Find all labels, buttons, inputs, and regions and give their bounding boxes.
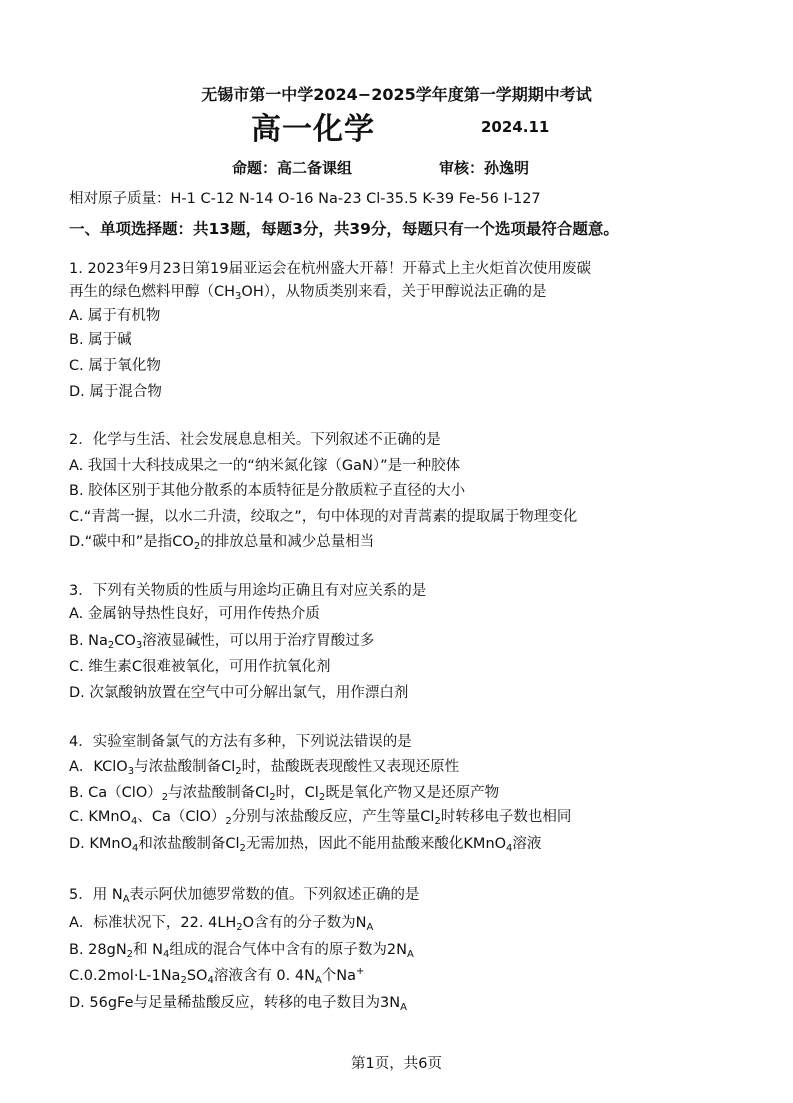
question-3-option-a: A. 金属钠导热性良好，可用作传热介质 — [69, 606, 320, 622]
question-2-stem: 2．化学与生活、社会发展息息相关。下列叙述不正确的是 — [69, 432, 441, 448]
question-4-option-c: C. KMnO$_4$、$Ca(ClO)_2$分别与浓盐酸反应，产生等量$Cl_2$时转移电子数也相同 — [69, 809, 572, 827]
question-1-option-a: A. 属于有机物 — [69, 308, 161, 324]
question-2-option-b: B. 胶体区别于其他分散系的本质特征是分散质粒子直径的大小 — [69, 483, 466, 499]
question-1-option-c: C. 属于氧化物 — [69, 358, 161, 374]
question-1-option-b: B. 属于碱 — [69, 332, 132, 348]
question-1-stem-line-2: 再生的绿色燃料甲醇$(CH_3OH)$，从物质类别来看，关于甲醇说法正确的是 — [69, 284, 547, 302]
question-2-option-d: D.“碳中和”是指$CO_2$的排放总量和减少总量相当 — [69, 534, 375, 552]
question-4-stem: 4．实验室制备氯气的方法有多种，下列说法错误的是 — [69, 734, 412, 750]
exam-school-title: 无锡市第一中学2024−2025学年度第一学期期中考试 — [201, 85, 592, 104]
page-footer: 第1页，共6页 — [351, 1056, 442, 1072]
question-3-option-c: C. 维生素C很难被氧化，可用作抗氧化剂 — [69, 659, 331, 675]
question-2-option-c: C.“青蒿一握，以水二升渍，绞取之”，句中体现的对青蒿素的提取属于物理变化 — [69, 509, 578, 525]
question-5-option-d: D. 56gFe与足量稀盐酸反应，转移的电子数目为$3N_A$ — [69, 995, 407, 1013]
question-3-option-b: B. $Na_2CO_3$溶液显碱性，可以用于治疗胃酸过多 — [69, 633, 375, 651]
question-5-option-c: $C.0.2mol\cdot L-1Na_2SO_4$溶液含有 0. $4N_A$个Na+ — [69, 966, 365, 986]
exam-reviewer: 审核：孙逸明 — [439, 159, 530, 177]
exam-subject-title: 高一化学 — [251, 112, 375, 147]
question-5-stem: 5．用 $N_A$表示阿伏加德罗常数的值。下列叙述正确的是 — [69, 887, 420, 905]
exam-author: 命题：高二备课组 — [232, 159, 353, 177]
question-4-option-b: B. $Ca(ClO)_2$与浓盐酸制备$Cl_2$时，$Cl_2$既是氧化产物又是还原产物 — [69, 785, 500, 803]
question-1-option-d: D. 属于混合物 — [69, 384, 162, 400]
exam-date: 2024.11 — [481, 118, 550, 136]
question-3-stem: 3．下列有关物质的性质与用途均正确且有对应关系的是 — [69, 583, 427, 599]
question-4-option-d: D. KMnO$_4$和浓盐酸制备$Cl_2$无需加热，因此不能用盐酸来酸化KMnO$_4$溶液 — [69, 836, 542, 854]
question-4-option-a: A．KClO$_3$与浓盐酸制备$Cl_2$时，盐酸既表现酸性又表现还原性 — [69, 759, 460, 777]
question-5-option-a: A．标准状况下，22. $4LH_2O$含有的分子数为$N_A$ — [69, 915, 374, 933]
question-1-stem-line-1: 1. 2023年9月23日第19届亚运会在杭州盛大开幕！开幕式上主火炬首次使用废碳 — [69, 261, 591, 277]
atomic-masses: 相对原子质量：H-1 C-12 N-14 O-16 Na-23 Cl-35.5 K-39 Fe-56 I-127 — [69, 191, 541, 207]
section-title: 一、单项选择题：共13题，每题3分，共39分，每题只有一个选项最符合题意。 — [69, 220, 619, 238]
question-2-option-a: A. 我国十大科技成果之一的“纳米氮化镓（GaN）”是一种胶体 — [69, 458, 461, 474]
question-5-option-b: B. $28gN_2$和 $N_4$组成的混合气体中含有的原子数为$2N_A$ — [69, 942, 414, 960]
question-3-option-d: D. 次氯酸钠放置在空气中可分解出氯气，用作漂白剂 — [69, 685, 409, 701]
